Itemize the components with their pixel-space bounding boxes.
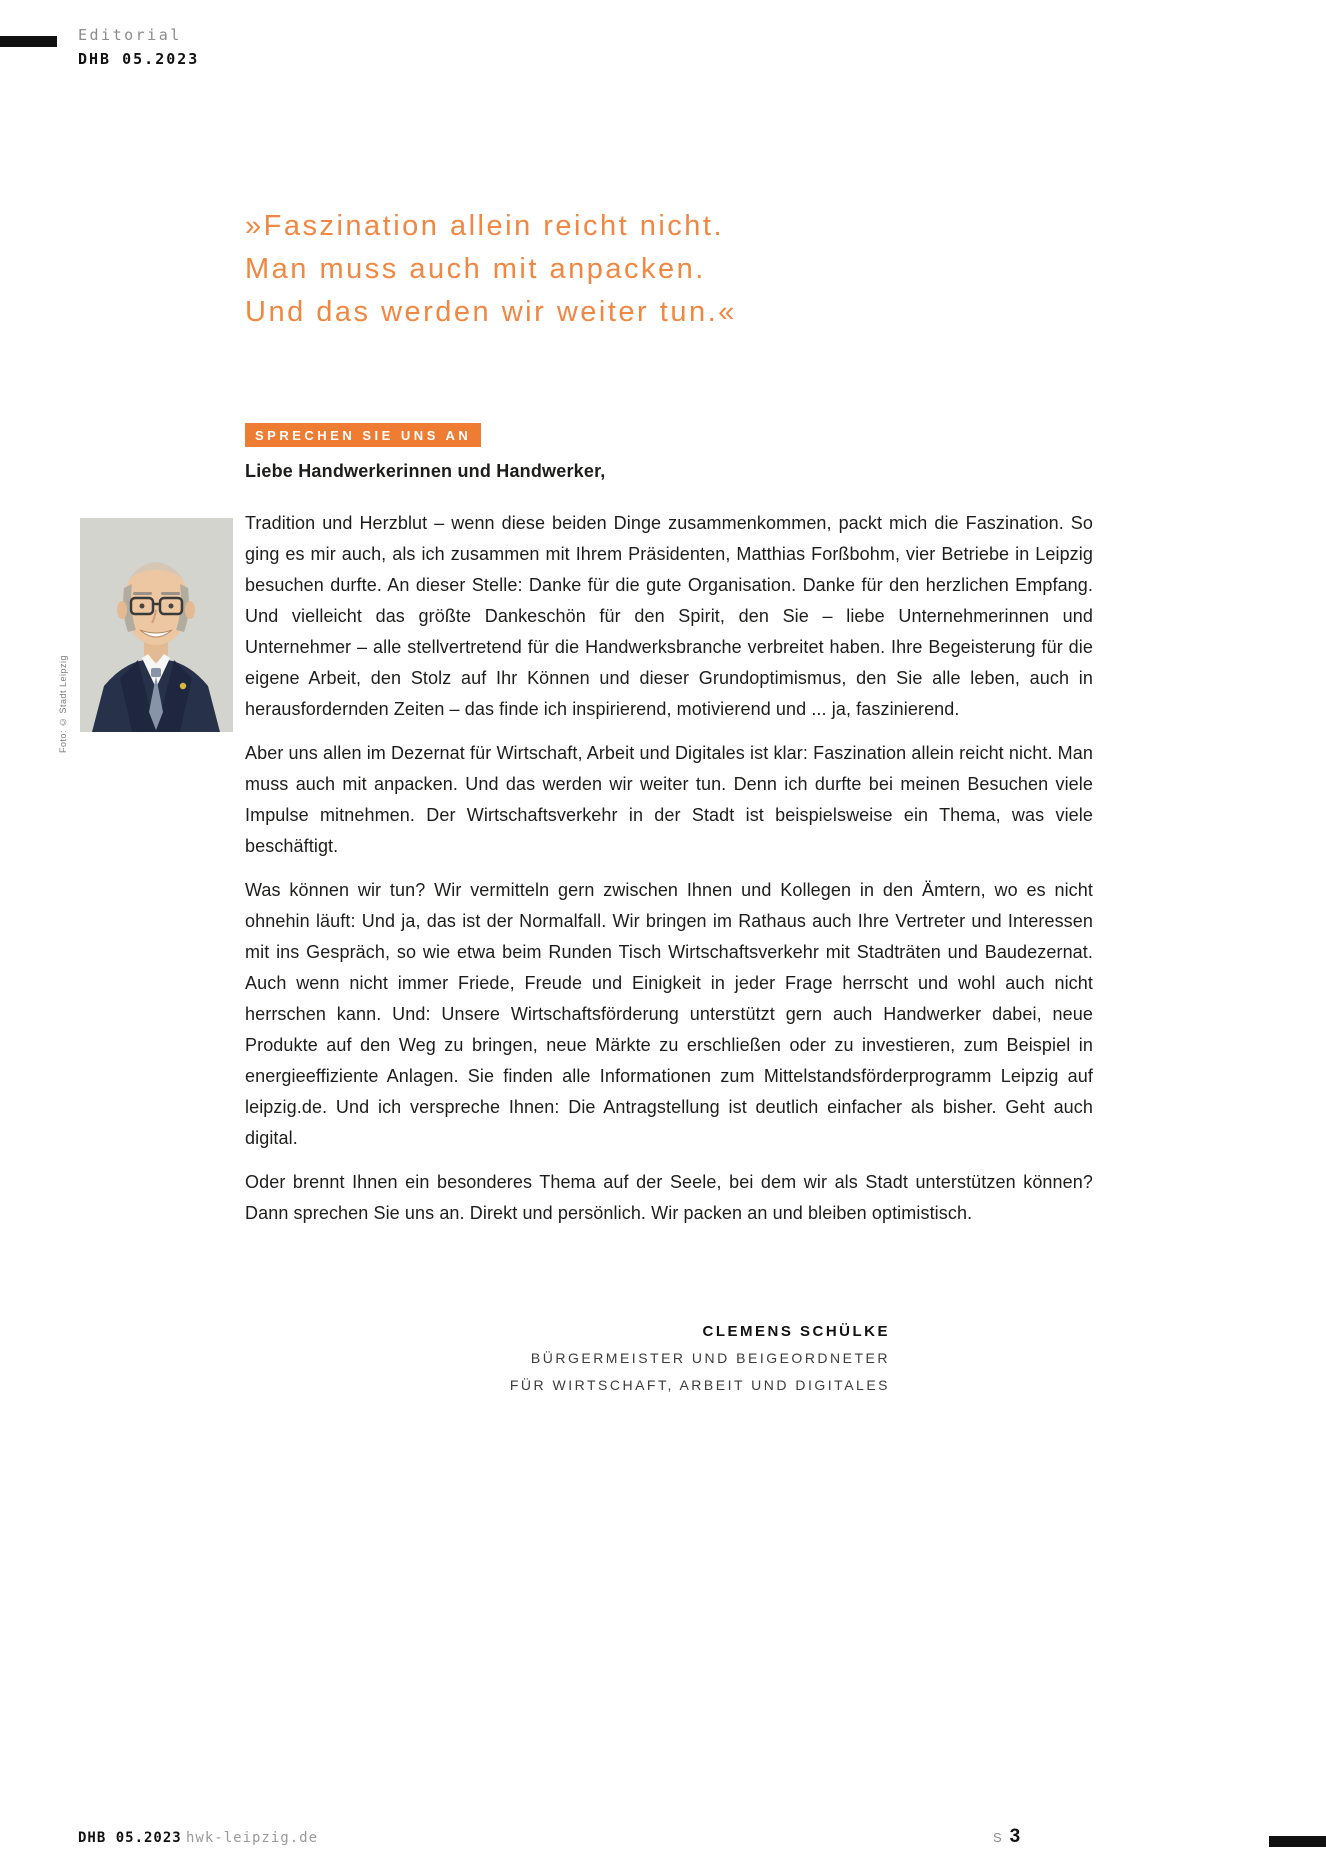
- signature-block: [510, 1318, 890, 1399]
- article-body: [245, 461, 1093, 1242]
- portrait-photo: [80, 518, 233, 732]
- salutation: Liebe Handwerkerinnen und Handwerker,: [245, 461, 606, 481]
- footer-page-prefix: S: [993, 1830, 1003, 1845]
- signature-role-line-1: BÜRGERMEISTER UND BEIGEORDNETER: [530, 1350, 890, 1366]
- paragraph-1: Tradition und Herzblut – wenn diese beiden Dinge zusammenkommen, packt mich die Faszination. So ging es mir auch, als ich zusammen mit Ihrem Präsidenten, Matthias Forßbohm, vier Betriebe in Leipzig besuchen durfte. An dieser Stelle: Danke für die gute Organisation. Danke für den herzlichen Empfang. Und vielleicht das größte Dankeschön für den Spirit, den Sie – liebe Unternehmerinnen und Unternehmer – alle stellvertretend für die Handwerksbranche verbreitet haben. Ihre Begeisterung für die eigene Arbeit, den Stolz auf Ihr Können und dieser Grundoptimismus, den Sie alle leben, auch in herausfordernden Zeiten – das finde ich inspirierend, motivierend und ... ja, faszinierend.: [245, 513, 1093, 719]
- top-left-rule: [0, 36, 57, 47]
- pull-quote-line-2: Man muss auch mit anpacken.: [245, 253, 706, 285]
- pull-quote-line-3: Und das werden wir weiter tun.«: [245, 296, 737, 328]
- kicker-badge: SPRECHEN SIE UNS AN: [245, 423, 481, 447]
- signature-name: CLEMENS SCHÜLKE: [702, 1323, 890, 1340]
- paragraph-4: Oder brennt Ihnen ein besonderes Thema auf der Seele, bei dem wir als Stadt unterstützen können? Dann sprechen Sie uns an. Direkt und persönlich. Wir packen an und bleiben optimistisch.: [245, 1172, 1093, 1223]
- section-label: Editorial: [78, 26, 182, 44]
- photo-credit: Foto: © Stadt Leipzig: [58, 655, 68, 754]
- footer-website: hwk-leipzig.de: [186, 1830, 319, 1846]
- pull-quote: [245, 205, 737, 334]
- footer-page-indicator: [993, 1826, 1020, 1848]
- paragraph-2: Aber uns allen im Dezernat für Wirtschaft, Arbeit und Digitales ist klar: Faszination allein reicht nicht. Man muss auch mit anpacken. Und das werden wir weiter tun. Denn ich durfte bei meinen Besuchen viele Impulse mitnehmen. Der Wirtschaftsverkehr in der Stadt ist beispielsweise ein Thema, was viele beschäftigt.: [245, 743, 1093, 856]
- paragraph-3: Was können wir tun? Wir vermitteln gern zwischen Ihnen und Kollegen in den Ämtern, wo es nicht ohnehin läuft: Und ja, das ist der Normalfall. Wir bringen im Rathaus auch Ihre Vertreter und Interessen mit ins Gespräch, so wie etwa beim Runden Tisch Wirtschaftsverkehr mit Stadträten und Baudezernat. Auch wenn nicht immer Friede, Freude und Einigkeit in jeder Frage herrscht und wohl auch nicht herrschen kann. Und: Unsere Wirtschaftsförderung unterstützt gern auch Handwerker dabei, neue Produkte auf den Weg zu bringen, neue Märkte zu erschließen oder zu investieren, zum Beispiel in energieeffiziente Anlagen. Sie finden alle Informationen zum Mittelstandsförderprogramm Leipzig auf leipzig.de. Und ich verspreche Ihnen: Die Antragstellung ist deutlich einfacher als bisher. Geht auch digital.: [245, 880, 1093, 1148]
- pull-quote-line-1: »Faszination allein reicht nicht.: [245, 210, 725, 242]
- issue-label: DHB 05.2023: [78, 50, 200, 68]
- bottom-right-rule: [1269, 1836, 1326, 1847]
- signature-role-line-2: FÜR WIRTSCHAFT, ARBEIT UND DIGITALES: [509, 1377, 890, 1393]
- footer-page-number: 3: [1009, 1826, 1021, 1847]
- footer-issue-label: DHB 05.2023: [78, 1830, 182, 1846]
